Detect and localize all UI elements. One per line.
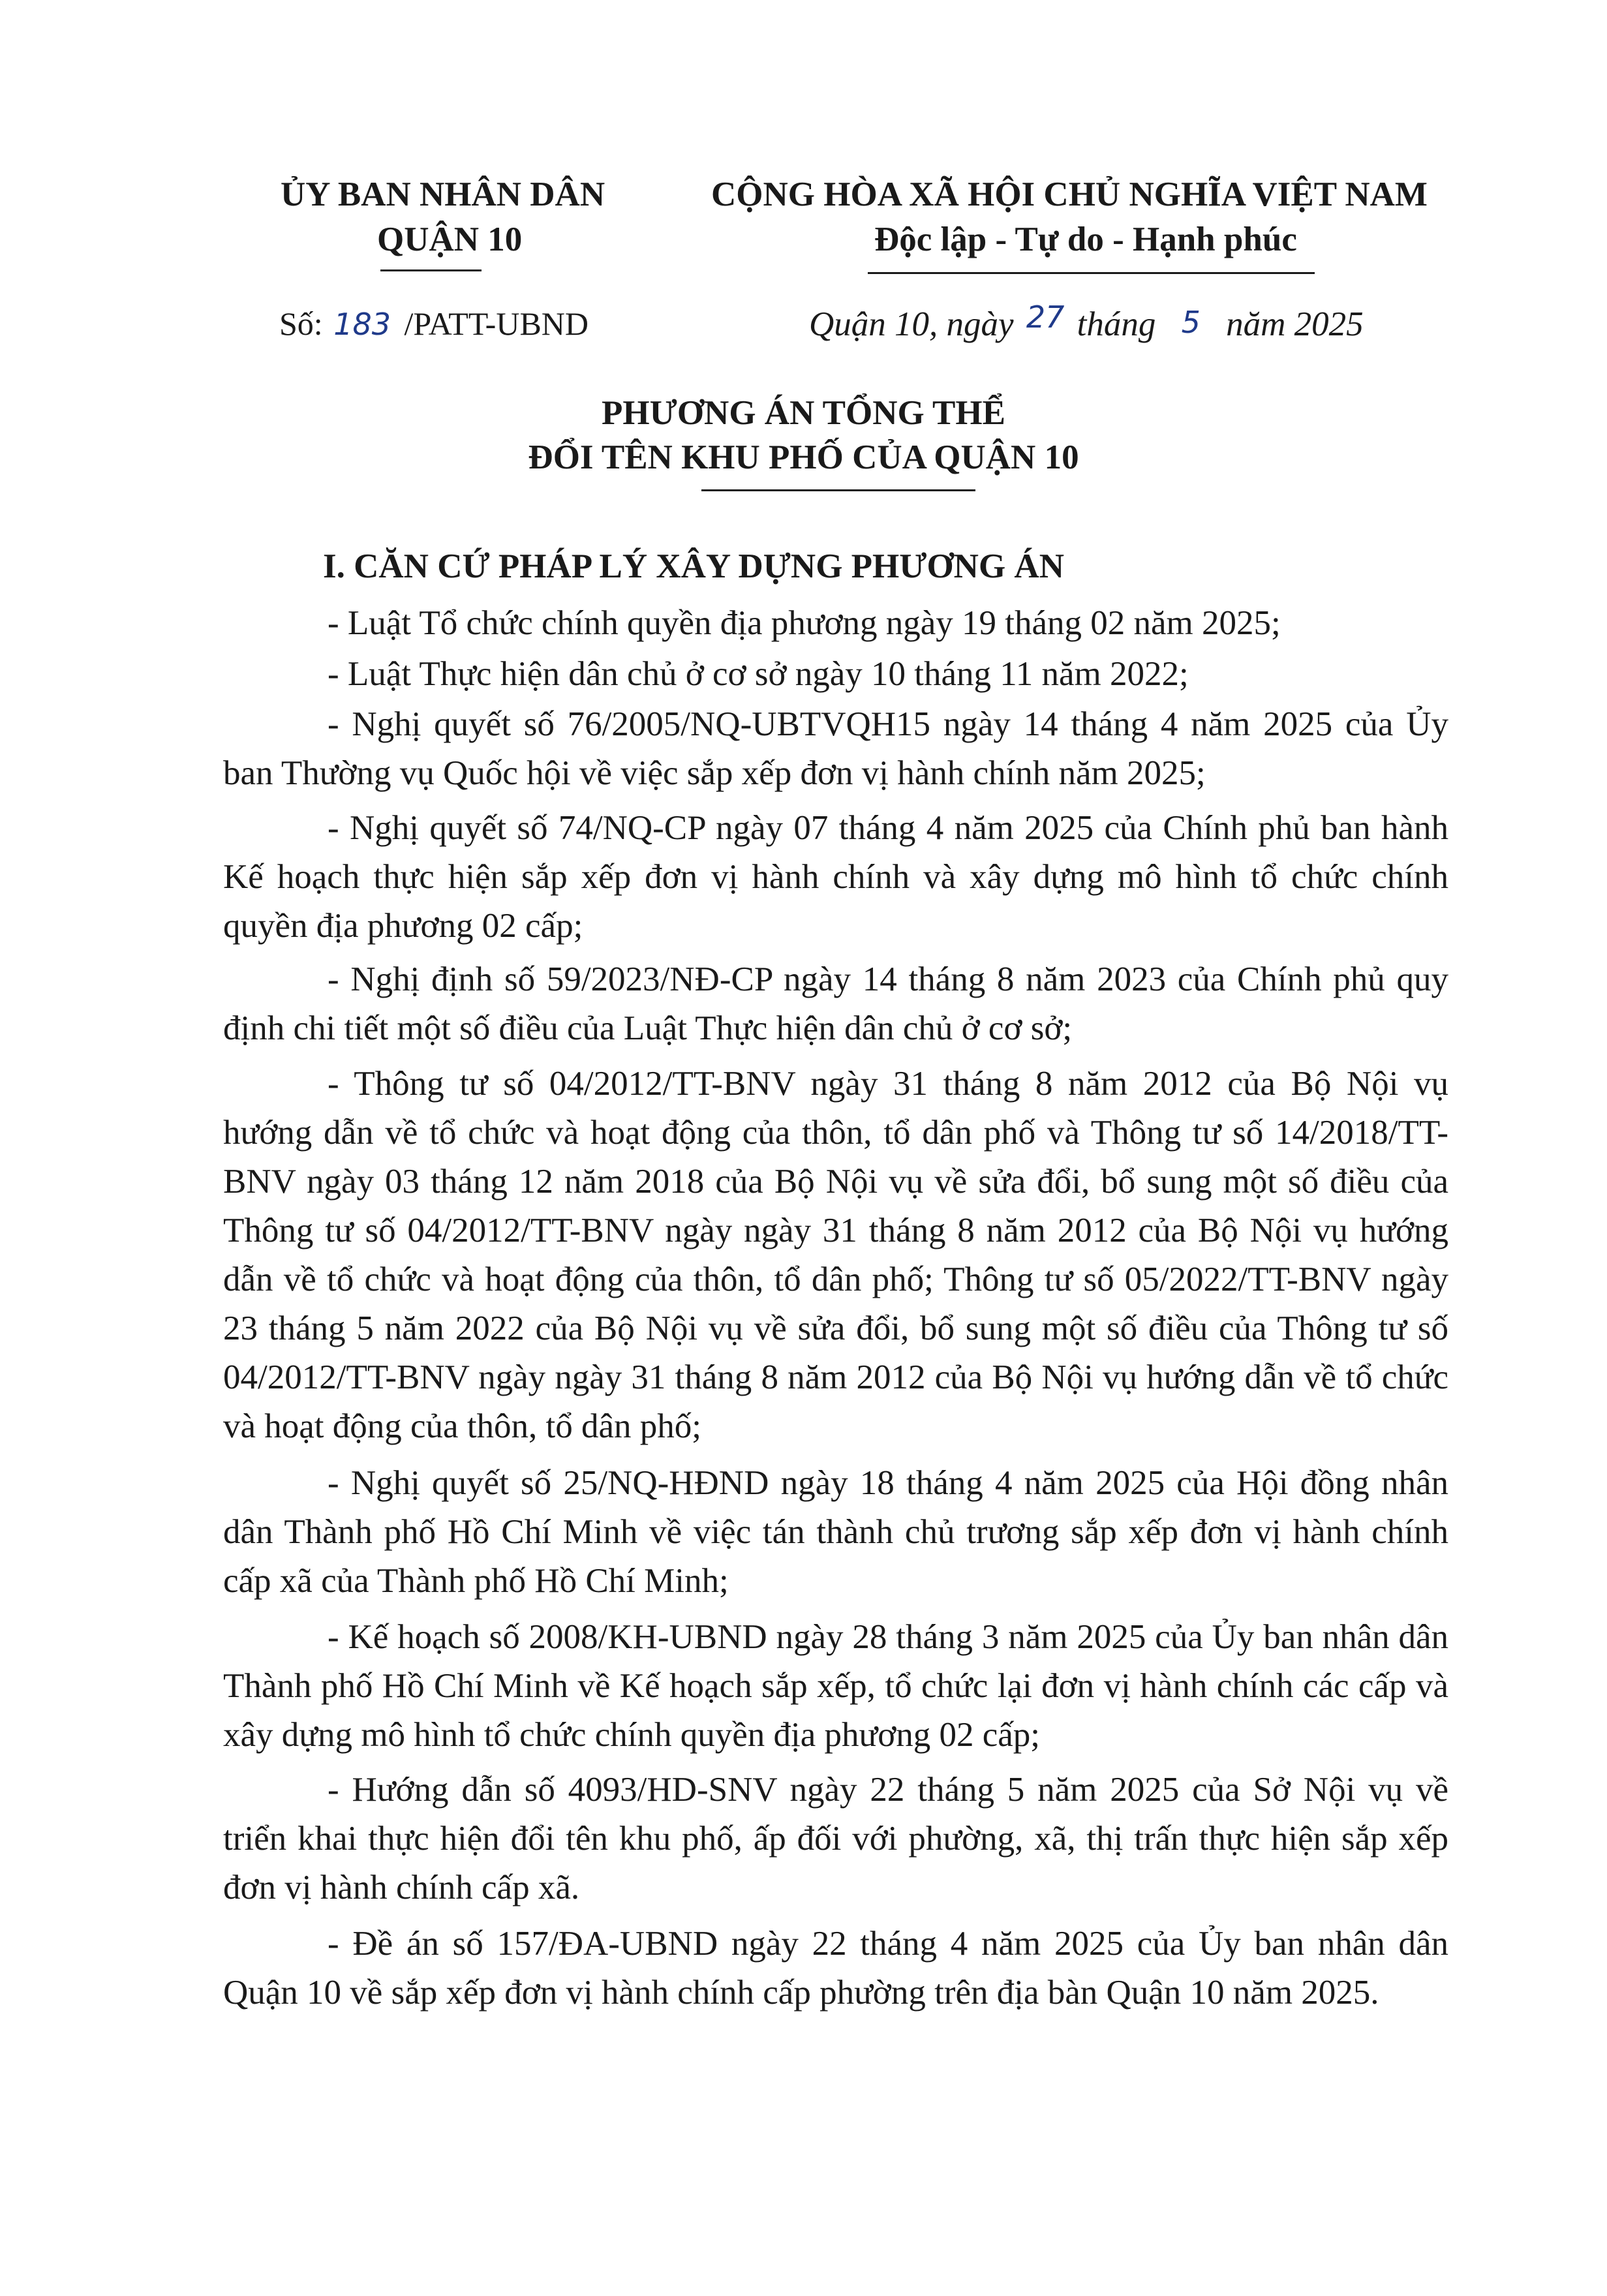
national-motto: Độc lập - Tự do - Hạnh phúc [874,221,1297,258]
legal-basis-item: - Kế hoạch số 2008/KH-UBND ngày 28 tháng 3 năm 2025 của Ủy ban nhân dân Thành phố Hồ Chí Minh về Kế hoạch sắp xếp, tổ chức lại đơn vị hành chính các cấp và xây dựng mô hình tổ chức chính quyền địa phương 02 cấp; [223,1618,1448,1754]
legal-basis-item: - Nghị quyết số 25/NQ-HĐND ngày 18 tháng 4 năm 2025 của Hội đồng nhân dân Thành phố Hồ Chí Minh về việc tán thành chủ trương sắp xếp đơn vị hành chính cấp xã của Thành phố Hồ Chí Minh; [223,1464,1448,1600]
legal-basis-item: - Luật Thực hiện dân chủ ở cơ sở ngày 10 tháng 11 năm 2022; [328,655,1189,693]
issuing-agency-line2: QUẬN 10 [377,221,523,258]
title-underline [701,489,975,491]
doc-number-suffix: /PATT-UBND [404,305,589,342]
legal-basis-item: - Thông tư số 04/2012/TT-BNV ngày 31 tháng 8 năm 2012 của Bộ Nội vụ hướng dẫn về tổ chức và hoạt động của thôn, tổ dân phố và Thông tư số 14/2018/TT-BNV ngày 03 tháng 12 năm 2018 của Bộ Nội vụ về sửa đổi, bổ sung một số điều của Thông tư số 04/2012/TT-BNV ngày ngày 31 tháng 8 năm 2012 của Bộ Nội vụ hướng dẫn về tổ chức và hoạt động của thôn, tổ dân phố; Thông tư số 05/2022/TT-BNV ngày 23 tháng 5 năm 2022 của Bộ Nội vụ về sửa đổi, bổ sung một số điều của Thông tư số 04/2012/TT-BNV ngày ngày 31 tháng 8 năm 2012 của Bộ Nội vụ hướng dẫn về tổ chức và hoạt động của thôn, tổ dân phố; [223,1065,1448,1445]
motto-underline [868,272,1315,274]
date-day-handwritten: 27 [1026,299,1065,335]
legal-basis-item: - Nghị quyết số 74/NQ-CP ngày 07 tháng 4 năm 2025 của Chính phủ ban hành Kế hoạch thực hiện sắp xếp đơn vị hành chính và xây dựng mô hình tổ chức chính quyền địa phương 02 cấp; [223,809,1448,945]
date-month-label: tháng [1077,305,1156,343]
legal-basis-item: - Đề án số 157/ĐA-UBND ngày 22 tháng 4 năm 2025 của Ủy ban nhân dân Quận 10 về sắp xếp đơn vị hành chính cấp phường trên địa bàn Quận 10 năm 2025. [223,1925,1448,2012]
date-month-handwritten: 5 [1181,305,1201,340]
legal-basis-item: - Hướng dẫn số 4093/HD-SNV ngày 22 tháng 5 năm 2025 của Sở Nội vụ về triển khai thực hiện đổi tên khu phố, ấp đối với phường, xã, thị trấn thực hiện sắp xếp đơn vị hành chính cấp xã. [223,1771,1448,1906]
legal-basis-item: - Luật Tổ chức chính quyền địa phương ngày 19 tháng 02 năm 2025; [328,604,1281,642]
doc-number-handwritten: 183 [333,307,391,342]
agency-underline [380,269,482,271]
national-title: CỘNG HÒA XÃ HỘI CHỦ NGHĨA VIỆT NAM [711,176,1428,213]
date-year: năm 2025 [1226,305,1364,343]
doc-number-prefix: Số: [279,305,323,342]
document-number [279,305,589,343]
legal-basis-item: - Nghị quyết số 76/2005/NQ-UBTVQH15 ngày 14 tháng 4 năm 2025 của Ủy ban Thường vụ Quốc hội về việc sắp xếp đơn vị hành chính năm 2025; [223,705,1448,792]
document-title-line1: PHƯƠNG ÁN TỔNG THỂ [602,394,1005,432]
section-heading: I. CĂN CỨ PHÁP LÝ XÂY DỰNG PHƯƠNG ÁN [323,547,1064,585]
legal-basis-item: - Nghị định số 59/2023/NĐ-CP ngày 14 tháng 8 năm 2023 của Chính phủ quy định chi tiết một số điều của Luật Thực hiện dân chủ ở cơ sở; [223,960,1448,1047]
date-place-day: Quận 10, ngày [809,305,1014,343]
issuing-agency-line1: ỦY BAN NHÂN DÂN [281,176,605,213]
document-title-line2: ĐỔI TÊN KHU PHỐ CỦA QUẬN 10 [528,438,1079,476]
date-line [809,299,1364,344]
